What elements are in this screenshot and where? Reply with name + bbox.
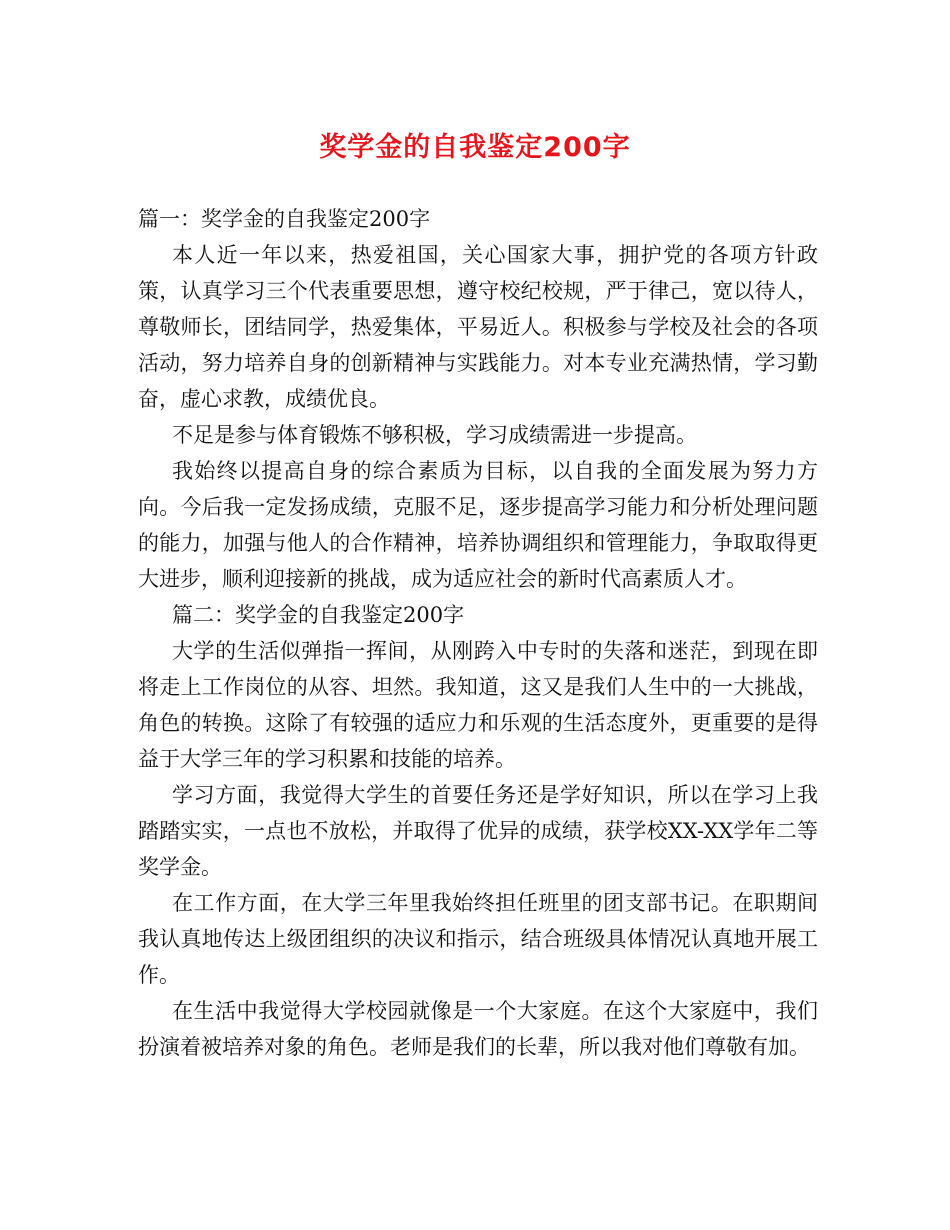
document-body — [138, 201, 818, 1065]
paragraph: 我始终以提高自身的综合素质为目标，以自我的全面发展为努力方向。今后我一定发扬成绩，克服不足，逐步提高学习能力和分析处理问题的能力，加强与他人的合作精神，培养协调组织和管理能力，争取取得更大进步，顺利迎接新的挑战，成为适应社会的新时代高素质人才。 — [138, 459, 818, 591]
paragraph: 不足是参与体育锻炼不够积极，学习成绩需进一步提高。 — [172, 423, 697, 447]
document-title: 奖学金的自我鉴定200字 — [319, 132, 631, 163]
paragraph: 本人近一年以来，热爱祖国，关心国家大事，拥护党的各项方针政策，认真学习三个代表重要思想，遵守校纪校规，严于律己，宽以待人，尊敬师长，团结同学，热爱集体，平易近人。积极参与学校及社会的各项活动，努力培养自身的创新精神与实践能力。对本专业充满热情，学习勤奋，虚心求教，成绩优良。 — [138, 243, 818, 411]
section-heading-2: 篇二：奖学金的自我鉴定200字 — [172, 603, 465, 627]
section-heading-1: 篇一：奖学金的自我鉴定200字 — [138, 207, 431, 231]
paragraph: 在工作方面，在大学三年里我始终担任班里的团支部书记。在职期间我认真地传达上级团组织的决议和指示，结合班级具体情况认真地开展工作。 — [138, 891, 818, 987]
paragraph: 在生活中我觉得大学校园就像是一个大家庭。在这个大家庭中，我们扮演着被培养对象的角色。老师是我们的长辈，所以我对他们尊敬有加。 — [138, 999, 818, 1059]
paragraph: 学习方面，我觉得大学生的首要任务还是学好知识，所以在学习上我踏踏实实，一点也不放松，并取得了优异的成绩，获学校XX-XX学年二等奖学金。 — [138, 783, 818, 879]
paragraph: 大学的生活似弹指一挥间，从刚跨入中专时的失落和迷茫，到现在即将走上工作岗位的从容、坦然。我知道，这又是我们人生中的一大挑战，角色的转换。这除了有较强的适应力和乐观的生活态度外，更重要的是得益于大学三年的学习积累和技能的培养。 — [138, 639, 818, 771]
